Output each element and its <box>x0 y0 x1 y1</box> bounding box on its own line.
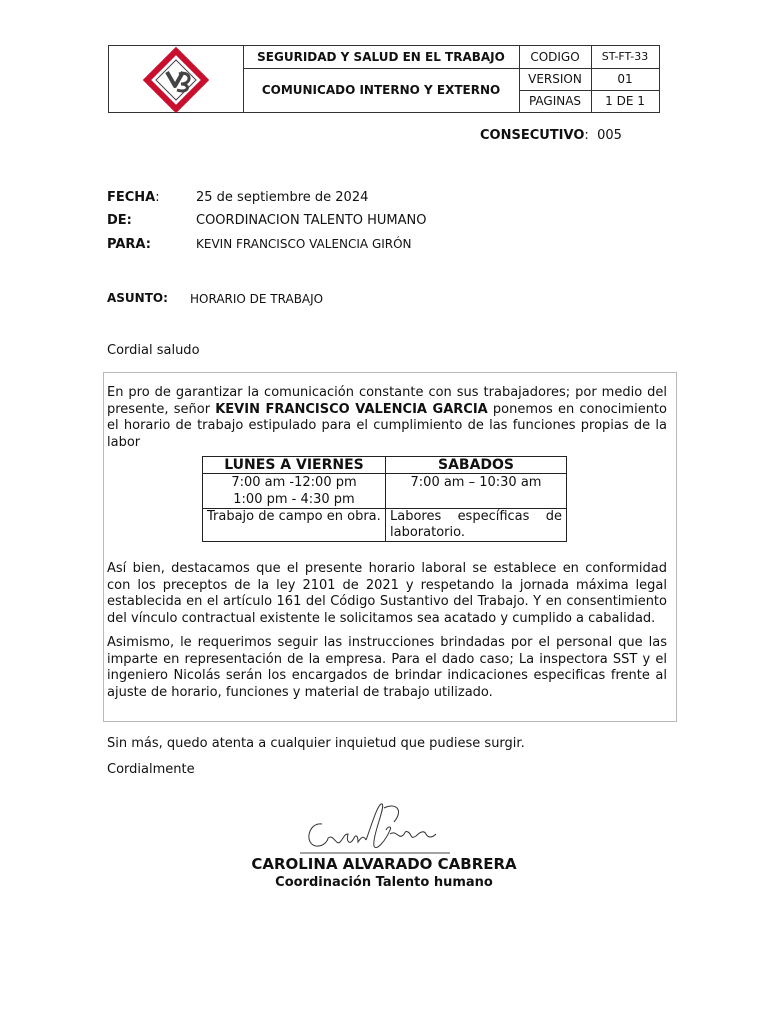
greeting: Cordial saludo <box>107 343 200 358</box>
weekday-hours: 7:00 am -12:00 pm 1:00 pm - 4:30 pm <box>203 474 386 509</box>
company-title: SEGURIDAD Y SALUD EN EL TRABAJO <box>243 46 520 69</box>
closing-line: Sin más, quedo atenta a cualquier inquietud que pudiese surgir. <box>107 736 525 751</box>
paginas-label: PAGINAS <box>519 90 592 112</box>
paragraph-legal: Así bien, destacamos que el presente horario laboral se establece en conformidad con los preceptos de la ley 2101 de 2021 y respetando la jornada máxima legal establecida en el artículo 161 del Código Sustantivo del Trabajo. Y en consentimiento del vínculo contractual existente le solicitamos sea acatado y cumplido a cabalidad. <box>107 561 667 626</box>
header-weekdays: LUNES A VIERNES <box>203 457 386 474</box>
de-value: COORDINACION TALENTO HUMANO <box>196 213 427 228</box>
paginas-value: 1 DE 1 <box>605 94 645 108</box>
saturday-hours: 7:00 am – 10:30 am <box>386 474 567 509</box>
weekday-work: Trabajo de campo en obra. <box>203 509 386 542</box>
handwritten-signature <box>300 800 450 858</box>
para-value: KEVIN FRANCISCO VALENCIA GIRÓN <box>196 237 412 251</box>
table-row <box>203 457 567 474</box>
paragraph-intro: En pro de garantizar la comunicación constante con sus trabajadores; por medio del presente, señor KEVIN FRANCISCO VALENCIA GARCIA ponemos en conocimiento el horario de trabajo estipulado para el cumplimiento de las funciones propias de la labor <box>107 385 667 450</box>
schedule-table <box>202 456 567 542</box>
employee-name: KEVIN FRANCISCO VALENCIA GARCIA <box>215 401 488 417</box>
consecutivo-value: 005 <box>597 128 622 143</box>
signer-role: Coordinación Talento humano <box>275 875 493 890</box>
company-logo <box>109 46 244 112</box>
document-title: COMUNICADO INTERNO Y EXTERNO <box>243 68 520 112</box>
signer-name: CAROLINA ALVARADO CABRERA <box>251 855 517 873</box>
asunto-label: ASUNTO: <box>107 291 168 305</box>
table-row <box>203 509 567 542</box>
para-label: PARA: <box>107 237 151 252</box>
codigo-label: CODIGO <box>519 46 592 69</box>
saturday-work: Labores específicas de laboratorio. <box>386 509 567 542</box>
header-saturdays: SABADOS <box>386 457 567 474</box>
document-header <box>108 45 660 113</box>
consecutivo: CONSECUTIVO: 005 <box>480 128 622 143</box>
version-label: VERSION <box>519 68 592 91</box>
body-box <box>103 372 677 722</box>
paragraph-instructions: Asimismo, le requerimos seguir las instrucciones brindadas por el personal que las imparte en representación de la empresa. Para el dado caso; La inspectora SST y el ingeniero Nicolás serán los encargados de brindar indicaciones especificas frente al ajuste de horario, funciones y material de trabajo utilizado. <box>107 635 667 700</box>
codigo-value: ST-FT-33 <box>591 46 659 69</box>
table-row <box>203 474 567 509</box>
closing-salutation: Cordialmente <box>107 762 195 777</box>
fecha-label: FECHA: <box>107 190 160 205</box>
consecutivo-label: CONSECUTIVO <box>480 128 585 143</box>
version-value: 01 <box>591 68 659 91</box>
logo-icon <box>109 46 243 112</box>
fecha-value: 25 de septiembre de 2024 <box>196 190 369 205</box>
asunto-value: HORARIO DE TRABAJO <box>190 292 324 306</box>
de-label: DE: <box>107 213 132 228</box>
